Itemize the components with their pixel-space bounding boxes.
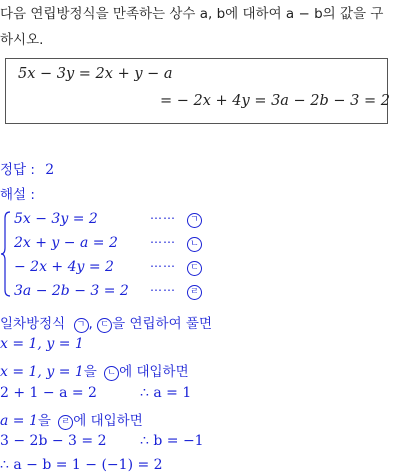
step-4-left: 2 + 1 − a = 2 — [0, 385, 97, 401]
system-brace — [0, 210, 12, 298]
system-dots-4: ⋯⋯ — [150, 283, 176, 297]
question-line-2: 하시오. — [0, 32, 44, 48]
step-5-mark: ㄹ — [58, 415, 73, 430]
step-1 — [0, 312, 212, 333]
step-1-text: 일차방정식 — [0, 316, 66, 332]
step-4-right: ∴ a = 1 — [140, 385, 192, 401]
circled-mark-3: ㄷ — [187, 261, 202, 276]
step-1-post: 을 연립하여 풀면 — [112, 316, 212, 332]
step-5-post: 에 대입하면 — [73, 413, 143, 429]
system-eq-2: 2x + y − a = 2 — [14, 235, 118, 251]
step-3-post: 에 대입하면 — [119, 364, 189, 380]
answer-row — [0, 158, 54, 178]
step-3 — [0, 360, 189, 381]
answer-value: 2 — [45, 162, 55, 178]
step-5-math: a = 1 — [0, 413, 38, 429]
system-dots-1: ⋯⋯ — [150, 211, 176, 225]
step-1-mark-b: ㄷ — [97, 318, 112, 333]
equation-line-1: 5x − 3y = 2x + y − a — [18, 66, 173, 82]
system-dots-2: ⋯⋯ — [150, 235, 176, 249]
step-3-mark: ㄴ — [104, 366, 119, 381]
circled-mark-2: ㄴ — [187, 237, 202, 252]
step-5-mid: 을 — [37, 413, 51, 429]
step-5 — [0, 409, 143, 430]
system-dots-3: ⋯⋯ — [150, 259, 176, 273]
system-eq-1: 5x − 3y = 2 — [14, 211, 98, 227]
step-3-math: x = 1, y = 1 — [0, 364, 84, 380]
explanation-label: 해설 : — [0, 187, 35, 203]
step-1-mark-a: ㄱ — [74, 318, 89, 333]
system-eq-4: 3a − 2b − 3 = 2 — [14, 283, 129, 299]
circled-mark-4: ㄹ — [187, 285, 202, 300]
step-1-sep: , — [88, 316, 93, 332]
system-eq-3: − 2x + 4y = 2 — [14, 259, 114, 275]
step-6-right: ∴ b = −1 — [140, 433, 204, 449]
step-7: ∴ a − b = 1 − (−1) = 2 — [0, 457, 163, 473]
step-3-mid: 을 — [83, 364, 97, 380]
step-6-left: 3 − 2b − 3 = 2 — [0, 433, 107, 449]
equation-line-2: = − 2x + 4y = 3a − 2b − 3 = 2 — [160, 93, 391, 109]
question-line-1: 다음 연립방정식을 만족하는 상수 a, b에 대하여 a − b의 값을 구 — [0, 6, 384, 22]
circled-mark-1: ㄱ — [187, 213, 202, 228]
step-2: x = 1, y = 1 — [0, 336, 84, 352]
answer-label: 정답 : — [0, 162, 35, 178]
